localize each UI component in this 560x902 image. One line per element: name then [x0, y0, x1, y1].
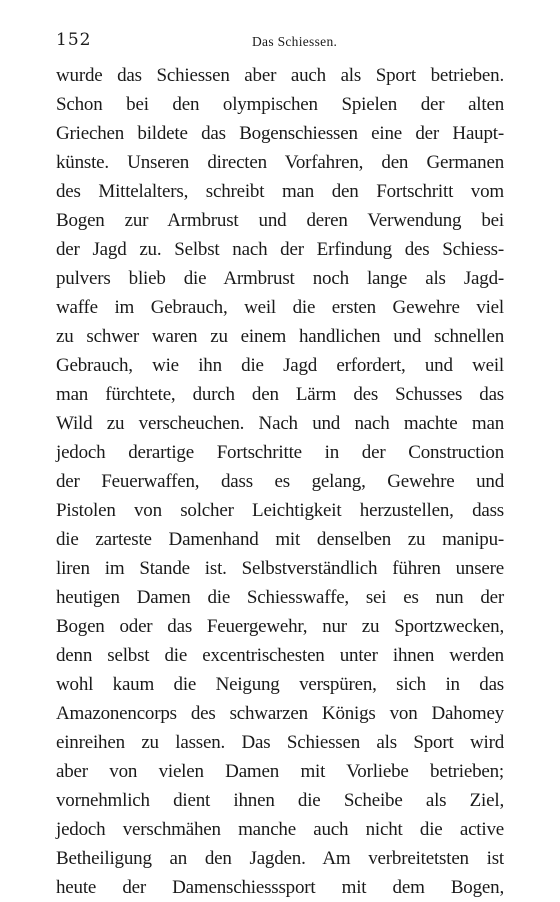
- text-line: Bogen oder das Feuergewehr, nur zu Sportzwecken,: [56, 616, 504, 637]
- text-line: Amazonencorps des schwarzen Königs von Dahomey: [56, 703, 504, 724]
- text-line: Gebrauch, wie ihn die Jagd erfordert, und weil: [56, 355, 504, 376]
- text-line: Schon bei den olympischen Spielen der alten: [56, 94, 504, 115]
- text-line: künste. Unseren directen Vorfahren, den Germanen: [56, 152, 504, 173]
- text-line: Pistolen von solcher Leichtigkeit herzustellen, dass: [56, 500, 504, 521]
- text-line: einreihen zu lassen. Das Schiessen als Sport wird: [56, 732, 504, 753]
- text-line: die zarteste Damenhand mit denselben zu manipu-: [56, 529, 504, 550]
- text-line: Griechen bildete das Bogenschiessen eine der Haupt-: [56, 123, 504, 144]
- text-line: zu schwer waren zu einem handlichen und schnellen: [56, 326, 504, 347]
- page-header: [56, 30, 504, 54]
- running-head: Das Schiessen.: [252, 34, 338, 49]
- text-line: man fürchtete, durch den Lärm des Schusses das: [56, 384, 504, 405]
- text-line: wurde das Schiessen aber auch als Sport betrieben.: [56, 65, 504, 86]
- text-line: jedoch verschmähen manche auch nicht die active: [56, 819, 504, 840]
- text-line: pulvers blieb die Armbrust noch lange als Jagd-: [56, 268, 504, 289]
- text-line: wohl kaum die Neigung verspüren, sich in das: [56, 674, 504, 695]
- text-line: heute der Damenschiesssport mit dem Bogen,: [56, 877, 504, 898]
- body-text: [56, 61, 504, 902]
- text-line: der Feuerwaffen, dass es gelang, Gewehre und: [56, 471, 504, 492]
- text-line: jedoch derartige Fortschritte in der Construction: [56, 442, 504, 463]
- text-line: Bogen zur Armbrust und deren Verwendung bei: [56, 210, 504, 231]
- text-line: vornehmlich dient ihnen die Scheibe als Ziel,: [56, 790, 504, 811]
- text-line: waffe im Gebrauch, weil die ersten Gewehre viel: [56, 297, 504, 318]
- text-line: des Mittelalters, schreibt man den Fortschritt vom: [56, 181, 504, 202]
- text-line: liren im Stande ist. Selbstverständlich führen unsere: [56, 558, 504, 579]
- text-line: Betheiligung an den Jagden. Am verbreitetsten ist: [56, 848, 504, 869]
- text-line: aber von vielen Damen mit Vorliebe betrieben;: [56, 761, 504, 782]
- page-number: 152: [56, 30, 92, 50]
- text-line: heutigen Damen die Schiesswaffe, sei es nun der: [56, 587, 504, 608]
- text-line: der Jagd zu. Selbst nach der Erfindung des Schiess-: [56, 239, 504, 260]
- text-line: Wild zu verscheuchen. Nach und nach machte man: [56, 413, 504, 434]
- text-line: denn selbst die excentrischesten unter ihnen werden: [56, 645, 504, 666]
